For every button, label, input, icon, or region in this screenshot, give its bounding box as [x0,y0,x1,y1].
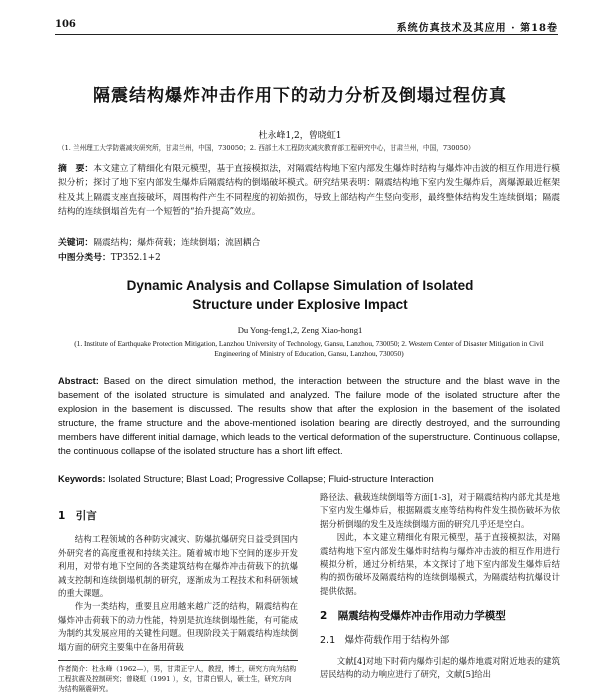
chinese-abstract-label: 摘 要： [58,164,94,174]
author-footnote: 作者简介：杜永峰（1962—），男，甘肃正宁人，教授，博士，研究方向为结构工程抗震及控制研究；曾晓虹（1991 ），女，甘肃白银人，硕士生，研究方向为结构隔震研究。 [58,660,298,694]
english-affiliations: (1. Institute of Earthquake Protection Mitigation, Lanzhou University of Technology, Gansu, Lanzhou, 730050; 2. Western Center of Disaster Mitigation in Civil Engineering of Ministry of Education, Gansu, Lanzhou, 730050) [74,339,544,358]
english-abstract-label: Abstract: [58,376,99,386]
english-title [0,276,600,314]
section-2-1-heading: 2.1 爆炸荷载作用于结构外部 [320,634,450,646]
english-abstract [58,374,560,458]
chinese-keywords-text: 隔震结构；爆炸荷载；连续倒塌；流固耦合 [93,238,261,248]
chinese-affiliations: （1. 兰州理工大学防震减灾研究所，甘肃兰州，中国，730050；2. 西部土木工程防灾减灾教育部工程研究中心，甘肃兰州，中国，730050） [58,144,475,152]
section-1-heading: 1 引言 [58,510,97,522]
right-paragraph-2: 因此，本文建立精细化有限元模型，基于直接模拟法，对隔震结构地下室内部发生爆炸时结构与爆炸冲击波的相互作用进行模拟分析，通过分析结果，本文探讨了地下室内部发生爆炸后结构的损伤破坏及隔震结构的连续倒塌模式，为隔震结构抗爆设计提供依据。 [320,532,560,596]
right-column [320,491,560,682]
english-keywords-text: Isolated Structure; Blast Load; Progressive Collapse; Fluid-structure Interaction [108,474,434,484]
classification-value: TP352.1+2 [110,253,161,263]
classification-label: 中图分类号： [58,253,111,263]
chinese-title: 隔震结构爆炸冲击作用下的动力分析及倒塌过程仿真 [93,86,507,106]
left-column [58,498,298,654]
right-paragraph-1: 路径法、截载连续倒塌等方面[1-3]，对于隔震结构内部尤其是地下室内发生爆炸后，根据隔震支座等结构构件发生损伤破坏为依据分析倒塌的发生及连续倒塌方面的研究几乎还是空白。 [320,492,560,529]
english-authors: Du Yong-feng1,2, Zeng Xiao-hong1 [237,325,363,335]
english-title-line-2: Structure under Explosive Impact [192,297,408,312]
chinese-keywords [58,235,560,248]
chinese-keywords-label: 关键词： [58,238,94,248]
journal-name: 系统仿真技术及其应用 · 第18卷 [396,23,558,34]
english-title-line-1: Dynamic Analysis and Collapse Simulation of Isolated [126,278,474,293]
page-number: 106 [55,19,76,30]
chinese-abstract-text: 本文建立了精细化有限元模型，基于直接模拟法，对隔震结构地下室内部发生爆炸时结构与爆炸冲击波的相互作用进行模拟分析；探讨了地下室内部发生爆炸后隔震结构的倒塌破坏模式。研究结果表明：隔震结构地下室内发生爆炸后，离爆源最近框架柱及其上隔震支座直接破坏，周围构件产生不同程度的初始损伤，导致上部结构产生竖向变形，最终整体结构发生连续倒塌；隔震结构的连续倒塌首先有一个短暂的“抬升提高”效应。 [58,164,560,217]
section-1-paragraph-2: 作为一类结构，重要且应用越来越广泛的结构，隔震结构在爆炸冲击荷载下的动力性能，特别是抗连续倒塌性能，有可能成为制约其发展应用的关键性问题。但现阶段关于隔震结构连续倒塌方面的研究主要集中在备用荷载 [58,601,298,652]
right-paragraph-3: 文献[4]对地下时荷内爆炸引起的爆炸地震对附近地表的建筑居民结构的动力响应进行了研究，文献[5]给出 [320,656,560,680]
running-header [55,18,558,35]
section-2-heading: 2 隔震结构受爆炸冲击作用动力学模型 [320,610,506,623]
english-keywords [58,474,560,484]
chinese-abstract [58,162,560,219]
english-abstract-text: Based on the direct simulation method, the interaction between the structure and the blast wave in the basement of the isolated structure is simulated and analyzed. The failure mode of the isolated structure after the explosion in the basement is discussed. The results show that after the explosion in the basement of the isolated structure, the frame structure and the above-mentioned isolation bearing are directly destroyed, and the surrounding members have different initial damage, which leads to the vertical deformation of the superstructure. Continuous collapse, the continuous collapse of the isolated structure has a short lift effect. [58,376,560,456]
section-1-paragraph-1: 结构工程领域的各种防灾减灾、防爆抗爆研究日益受到国内外研究者的高度重视和持续关注。随着城市地下空间的逐步开发利用，对带有地下空间的各类建筑结构在爆炸冲击荷载下的抗爆减支控制和连续倒塌机制的研究，逐渐成为工程技术和科研领域的重大课题。 [58,534,298,599]
classification-number [58,250,560,263]
english-keywords-label: Keywords: [58,474,106,484]
chinese-authors: 杜永峰1,2，曾晓虹1 [258,131,342,141]
